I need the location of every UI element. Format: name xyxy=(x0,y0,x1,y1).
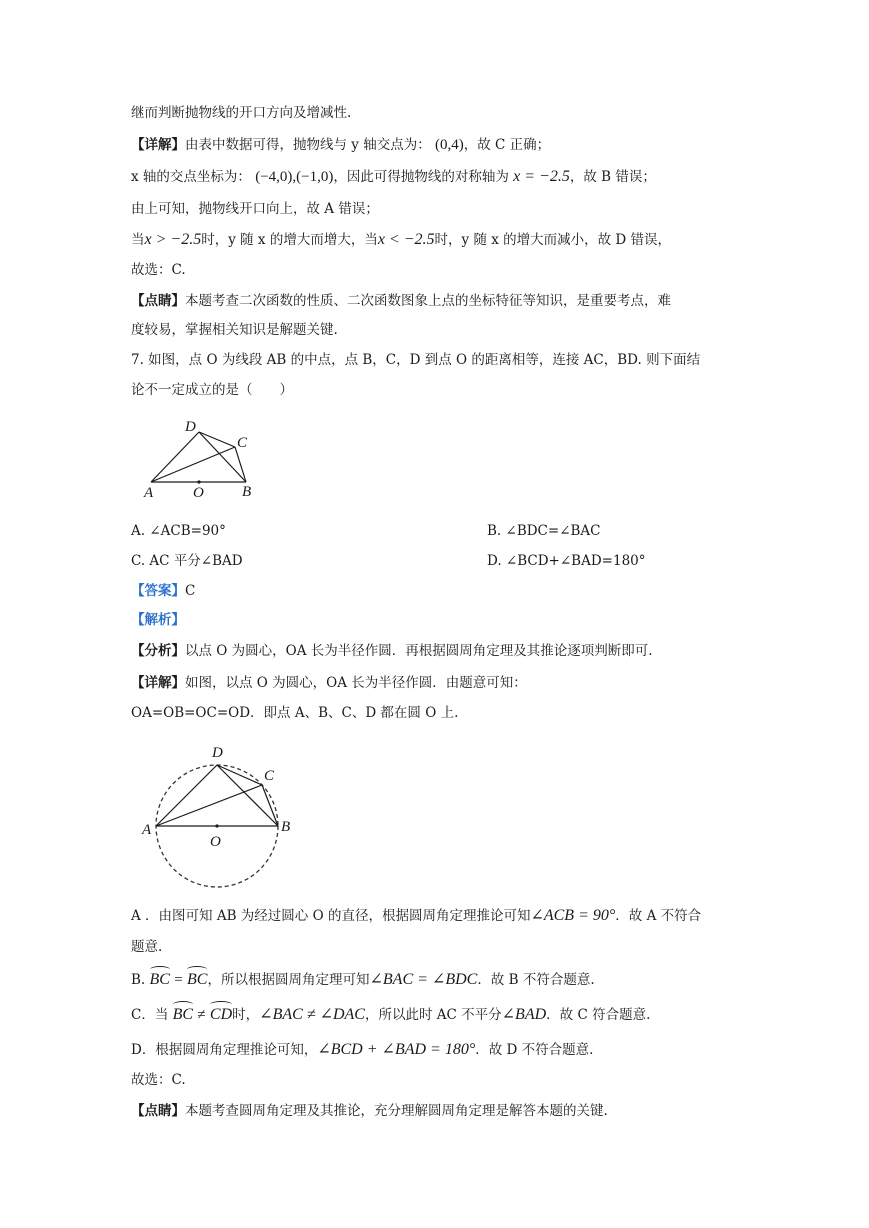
text-span: ．故 D 不符合题意. xyxy=(475,1042,594,1058)
dianjing-tag: 【点睛】 xyxy=(131,1103,185,1119)
text-line: 论不一定成立的是（ ） xyxy=(131,382,293,398)
label-O: O xyxy=(193,485,204,501)
text-span: ．故 C 符合题意. xyxy=(546,1007,651,1023)
text-span: 由表中数据可得，抛物线与 y 轴交点为： xyxy=(185,137,431,153)
label-C: C xyxy=(264,768,275,784)
segment-AD xyxy=(156,765,217,826)
label-B: B xyxy=(242,484,252,500)
text-span: 时， xyxy=(232,1007,260,1023)
text-line xyxy=(131,970,595,990)
math-expr: x = −2.5 xyxy=(513,168,570,185)
math-expr: (−4,0),(−1,0) xyxy=(255,169,334,185)
text-line: 度较易，掌握相关知识是解题关键. xyxy=(131,322,338,338)
arc-expr: BC xyxy=(172,1006,194,1023)
text-span: 本题考查圆周角定理及其推论，充分理解圆周角定理是解答本题的关键. xyxy=(185,1103,608,1119)
label-B: B xyxy=(281,819,291,835)
text-span: B. xyxy=(131,972,146,988)
label-C: C xyxy=(237,435,248,451)
text-line: 题意. xyxy=(131,939,163,955)
math-expr: ∠BAC = ∠BDC xyxy=(369,971,478,988)
analysis-line xyxy=(131,610,185,630)
point-O xyxy=(215,824,218,827)
arc-expr: CD xyxy=(209,1006,233,1023)
math-expr: ∠BAC ≠ ∠DAC xyxy=(259,1006,365,1023)
label-O: O xyxy=(210,834,221,850)
text-line xyxy=(131,1040,593,1060)
text-span: 以点 O 为圆心，OA 长为半径作圆．再根据圆周角定理及其推论逐项判断即可. xyxy=(185,643,653,659)
text-line xyxy=(131,1101,608,1121)
text-line: OA=OB=OC=OD．即点 A、B、C、D 都在圆 O 上. xyxy=(131,705,459,721)
text-span: ．故 A 不符合 xyxy=(615,908,702,924)
label-A: A xyxy=(144,485,154,501)
circle-figure xyxy=(135,738,305,893)
fenxi-tag: 【分析】 xyxy=(131,643,185,659)
point-O xyxy=(197,480,200,483)
segment-AD xyxy=(151,432,199,482)
answer-value: C xyxy=(185,583,196,599)
segment-DC xyxy=(217,765,262,785)
math-expr: ∠ACB = 90° xyxy=(530,907,616,924)
segment-CB xyxy=(262,785,278,826)
text-span: ．故 B 不符合题意. xyxy=(477,972,595,988)
text-span: ，故 C 正确； xyxy=(463,137,551,153)
detail-tag: 【详解】 xyxy=(131,137,185,153)
math-expr: (0,4) xyxy=(435,137,464,153)
label-D: D xyxy=(185,419,196,435)
text-line xyxy=(131,167,656,187)
option-b: B. ∠BDC=∠BAC xyxy=(487,523,601,539)
analysis-tag: 【解析】 xyxy=(131,612,185,628)
math-expr: x > −2.5 xyxy=(144,231,202,248)
text-span: 如图，以点 O 为圆心，OA 长为半径作圆．由题意可知： xyxy=(185,675,527,691)
dianjing-tag: 【点睛】 xyxy=(131,293,185,309)
text-line xyxy=(131,1005,650,1025)
text-span: ，所以此时 AC 不平分 xyxy=(364,1007,502,1023)
detail-tag: 【详解】 xyxy=(131,675,185,691)
answer-line xyxy=(131,581,195,601)
text-span: C．当 xyxy=(131,1007,169,1023)
question-figure xyxy=(140,415,265,505)
math-symbol: = xyxy=(174,972,183,988)
text-span: 本题考查二次函数的性质、二次函数图象上点的坐标特征等知识，是重要考点，难 xyxy=(185,293,671,309)
option-d: D. ∠BCD+∠BAD=180° xyxy=(487,553,646,569)
math-expr: ∠BCD + ∠BAD = 180° xyxy=(317,1041,476,1058)
math-expr: ∠BAD xyxy=(501,1006,547,1023)
text-line: 继而判断抛物线的开口方向及增减性. xyxy=(131,105,352,121)
option-c: C. AC 平分∠BAD xyxy=(131,553,243,569)
answer-tag: 【答案】 xyxy=(131,583,185,599)
text-line: 故选：C. xyxy=(131,262,186,278)
text-span: D．根据圆周角定理推论可知， xyxy=(131,1042,318,1058)
text-line xyxy=(131,291,671,311)
text-line xyxy=(131,230,671,250)
segment-AC xyxy=(156,785,262,826)
text-span: ，所以根据圆周角定理可知 xyxy=(207,972,370,988)
label-D: D xyxy=(212,745,223,761)
text-span: x 轴的交点坐标为： xyxy=(131,169,251,185)
text-span: ，故 B 错误； xyxy=(569,169,656,185)
text-span: ，因此可得抛物线的对称轴为 xyxy=(333,169,509,185)
segment-DC xyxy=(199,432,235,447)
text-line xyxy=(131,906,701,926)
text-span: 当 xyxy=(131,232,145,248)
question-7: 7. 如图，点 O 为线段 AB 的中点，点 B，C，D 到点 O 的距离相等，连接 AC，BD. 则下面结 xyxy=(131,352,701,368)
text-span: 时，y 随 x 的增大而减小，故 D 错误， xyxy=(434,232,672,248)
text-line xyxy=(131,641,653,661)
text-line xyxy=(131,135,550,155)
text-line: 故选：C. xyxy=(131,1072,186,1088)
math-expr: x < −2.5 xyxy=(377,231,435,248)
text-line xyxy=(131,673,527,693)
option-a: A. ∠ACB=90° xyxy=(131,523,226,539)
math-symbol: ≠ xyxy=(197,1007,206,1023)
label-A: A xyxy=(142,822,152,838)
text-span: 时，y 随 x 的增大而增大，当 xyxy=(201,232,378,248)
arc-expr: BC xyxy=(187,971,208,988)
segment-AC xyxy=(151,447,235,482)
arc-expr: BC xyxy=(149,971,170,988)
text-span: A ．由图可知 AB 为经过圆心 O 的直径，根据圆周角定理推论可知 xyxy=(131,908,531,924)
text-line: 由上可知，抛物线开口向上，故 A 错误； xyxy=(131,201,379,217)
